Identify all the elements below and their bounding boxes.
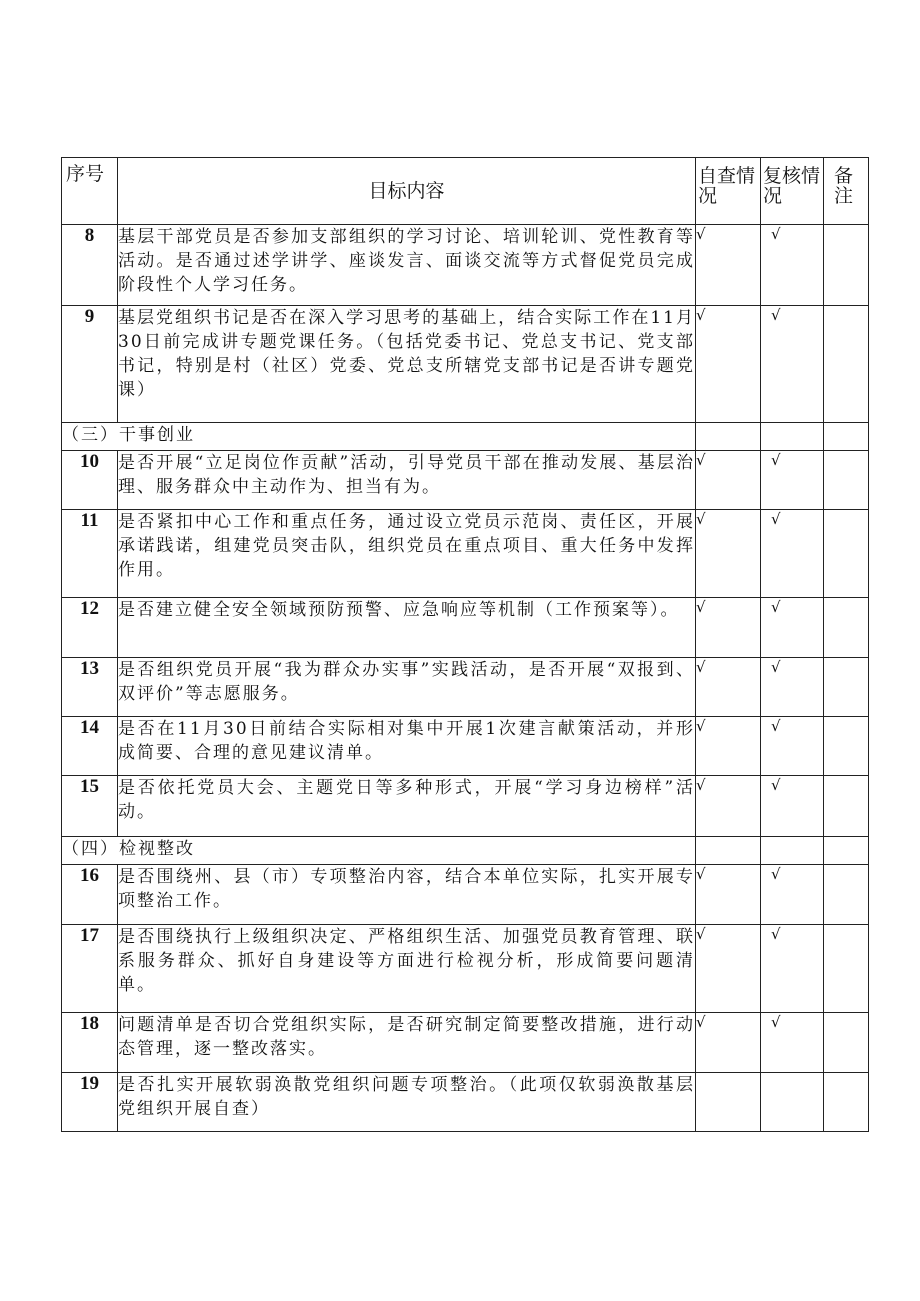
row-review: √ [761, 925, 824, 1013]
section-title: （四）检视整改 [62, 837, 696, 865]
table-row [62, 865, 869, 925]
checklist-table [61, 157, 869, 1132]
row-review: √ [761, 510, 824, 598]
section-empty-cell [696, 423, 761, 451]
row-note [824, 1073, 869, 1132]
row-self-check: √ [696, 598, 761, 658]
header-note: 备注 [824, 158, 869, 225]
row-content: 是否开展“立足岗位作贡献”活动，引导党员干部在推动发展、基层治理、服务群众中主动作为、担当有为。 [118, 451, 696, 510]
row-review [761, 1073, 824, 1132]
row-num: 11 [62, 510, 118, 598]
row-content: 是否依托党员大会、主题党日等多种形式，开展“学习身边榜样”活动。 [118, 776, 696, 837]
row-self-check [696, 1073, 761, 1132]
table-row [62, 717, 869, 776]
row-num: 17 [62, 925, 118, 1013]
row-note [824, 717, 869, 776]
row-self-check: √ [696, 925, 761, 1013]
header-self-check: 自查情况 [696, 158, 761, 225]
row-num: 13 [62, 658, 118, 717]
row-review: √ [761, 717, 824, 776]
row-note [824, 865, 869, 925]
row-review: √ [761, 451, 824, 510]
row-review: √ [761, 776, 824, 837]
row-content: 是否在11月30日前结合实际相对集中开展1次建言献策活动，并形成简要、合理的意见建议清单。 [118, 717, 696, 776]
row-self-check: √ [696, 776, 761, 837]
row-self-check: √ [696, 451, 761, 510]
table-row [62, 1073, 869, 1132]
table-row [62, 776, 869, 837]
row-num: 9 [62, 306, 118, 423]
section-title: （三）干事创业 [62, 423, 696, 451]
header-review: 复核情况 [761, 158, 824, 225]
row-content: 是否围绕州、县（市）专项整治内容，结合本单位实际，扎实开展专项整治工作。 [118, 865, 696, 925]
row-self-check: √ [696, 717, 761, 776]
row-review: √ [761, 225, 824, 306]
row-review: √ [761, 865, 824, 925]
row-self-check: √ [696, 510, 761, 598]
row-content: 是否组织党员开展“我为群众办实事”实践活动，是否开展“双报到、双评价”等志愿服务。 [118, 658, 696, 717]
row-num: 14 [62, 717, 118, 776]
header-num: 序号 [62, 158, 118, 225]
table-row [62, 451, 869, 510]
row-content: 是否扎实开展软弱涣散党组织问题专项整治。（此项仅软弱涣散基层党组织开展自查） [118, 1073, 696, 1132]
row-note [824, 306, 869, 423]
row-num: 12 [62, 598, 118, 658]
table-row [62, 1013, 869, 1073]
row-note [824, 658, 869, 717]
section-row [62, 423, 869, 451]
section-row [62, 837, 869, 865]
table-row [62, 306, 869, 423]
row-num: 18 [62, 1013, 118, 1073]
row-content: 基层干部党员是否参加支部组织的学习讨论、培训轮训、党性教育等活动。是否通过述学讲学、座谈发言、面谈交流等方式督促党员完成阶段性个人学习任务。 [118, 225, 696, 306]
section-empty-cell [761, 423, 824, 451]
row-note [824, 925, 869, 1013]
table-row [62, 510, 869, 598]
row-content: 问题清单是否切合党组织实际，是否研究制定简要整改措施，进行动态管理，逐一整改落实。 [118, 1013, 696, 1073]
row-num: 15 [62, 776, 118, 837]
row-note [824, 510, 869, 598]
row-note [824, 451, 869, 510]
row-content: 基层党组织书记是否在深入学习思考的基础上，结合实际工作在11月30日前完成讲专题党课任务。（包括党委书记、党总支书记、党支部书记，特别是村（社区）党委、党总支所辖党支部书记是否讲专题党课） [118, 306, 696, 423]
row-self-check: √ [696, 225, 761, 306]
row-content: 是否紧扣中心工作和重点任务，通过设立党员示范岗、责任区，开展承诺践诺，组建党员突击队，组织党员在重点项目、重大任务中发挥作用。 [118, 510, 696, 598]
table-row [62, 658, 869, 717]
table-row [62, 925, 869, 1013]
section-empty-cell [824, 423, 869, 451]
row-review: √ [761, 306, 824, 423]
section-empty-cell [696, 837, 761, 865]
row-review: √ [761, 658, 824, 717]
row-num: 16 [62, 865, 118, 925]
row-note [824, 598, 869, 658]
row-content: 是否建立健全安全领域预防预警、应急响应等机制（工作预案等）。 [118, 598, 696, 658]
row-self-check: √ [696, 306, 761, 423]
section-empty-cell [761, 837, 824, 865]
table-row [62, 598, 869, 658]
table-header-row [62, 158, 869, 225]
header-content: 目标内容 [118, 158, 696, 225]
row-self-check: √ [696, 658, 761, 717]
row-note [824, 776, 869, 837]
row-self-check: √ [696, 1013, 761, 1073]
table-row [62, 225, 869, 306]
row-note [824, 1013, 869, 1073]
row-num: 8 [62, 225, 118, 306]
row-content: 是否围绕执行上级组织决定、严格组织生活、加强党员教育管理、联系服务群众、抓好自身建设等方面进行检视分析，形成简要问题清单。 [118, 925, 696, 1013]
row-note [824, 225, 869, 306]
row-num: 19 [62, 1073, 118, 1132]
row-review: √ [761, 1013, 824, 1073]
row-num: 10 [62, 451, 118, 510]
row-review: √ [761, 598, 824, 658]
section-empty-cell [824, 837, 869, 865]
row-self-check: √ [696, 865, 761, 925]
